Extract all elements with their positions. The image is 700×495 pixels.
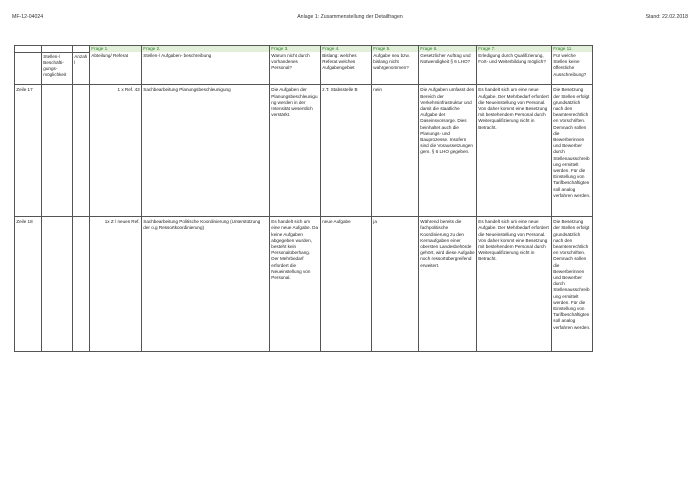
cell-beschreibung: Sachbearbeitung Planungsbeschleunigung [142,85,270,217]
row-label: Zeile 17 [15,85,42,217]
question-number-row [15,46,593,53]
cell-beschreibung: Sachbearbeitung Politische Koordinierung (Unterstützung der o.g Ressortkoordinierung) [142,217,270,352]
frage-label: Frage 4. [321,46,372,53]
cell-neu: ja [372,217,419,352]
column-header: Warum nicht durch vorhandenes Personal? [270,52,321,85]
frage-cell-empty [42,46,73,53]
frage-cell-empty [15,46,42,53]
cell-bislang: neue Aufgabe [321,217,372,352]
row-label: Zeile 18 [15,217,42,352]
column-header: Bislang: welches Referat welches Aufgabengebiet [321,52,372,85]
column-header: Stellen-/ Aufgaben- beschreibung [142,52,270,85]
column-header-row [15,52,593,85]
frage-label: Frage 3. [270,46,321,53]
frage-label: Frage 11. [552,46,593,53]
cell-anzahl [73,85,90,217]
column-header: Abteilung/ Referat [90,52,142,85]
column-header: Für welche Stellen keine öffentliche Ausschreibung? [552,52,593,85]
column-header: Anzahl [73,52,90,85]
cell-anzahl [73,217,90,352]
frage-label: Frage 1. [90,46,142,53]
cell-auftrag: Während bereits die fachpolitische Koordinierung zu den Kernaufgaben einer obersten Landesbehörde gehört, wird diese Aufgabe noch ressortübergreifend erweitert. [419,217,477,352]
frage-label: Frage 7. [477,46,552,53]
cell-ausschreibung: Die Besetzung der Stellen erfolgt grundsätzlich nach den beamtenrechtlichen Vorschriften. Demnach sollen die Bewerberinnen und Bewerber durch Stellenausschreibung ermittelt werden. Für die Einstellung von Tarifbeschäftigten soll analog verfahren werden. [552,217,593,352]
document-id: MF-12-04024 [12,14,44,20]
cell-abteilung: 1x Z / neues Ref. [90,217,142,352]
cell-abteilung: 1 x Ref. 43 [90,85,142,217]
column-header: Erledigung durch Qualifizierung, Fort- und Weiterbildung möglich? [477,52,552,85]
frage-label: Frage 6. [419,46,477,53]
table-row [15,85,593,217]
frage-label: Frage 2. [142,46,270,53]
document-title: Anlage 1: Zusammenstellung der Detailfragen [297,14,403,20]
document-date: Stand: 22.02.2018 [645,14,688,20]
column-header: Aufgabe neu bzw. bislang nicht wahrgenommen? [372,52,419,85]
table-row [15,217,593,352]
frage-label: Frage 5. [372,46,419,53]
cell-warum: Die Aufgaben der Planungsbeschleunigung werden in der Intensität wesentlich verstärkt. [270,85,321,217]
cell-stelle [42,85,73,217]
detail-questions-table [14,45,593,352]
cell-warum: Es handelt sich um eine neue Aufgabe. Da keine Aufgaben abgegeben wurden, besteht kein Personalüberhang. Der Mehrbedarf erfordert die Neueinstellung von Personal. [270,217,321,352]
cell-auftrag: Die Aufgaben umfasst den Bereich der Verkehrsinfrastruktur und damit die staatliche Aufgabe der Daseinsvorsorge. Dies beinhaltet auch die Planungs- und Bauprozesse. Insofern sind die Voraussetzungen gem. § 6 LHO gegeben. [419,85,477,217]
column-header: Gesetzlicher Auftrag und Notwendigkeit § 6 LHO? [419,52,477,85]
cell-bislang: z.T. Stabsstelle B [321,85,372,217]
column-header [15,52,42,85]
cell-ausschreibung: Die Besetzung der Stellen erfolgt grundsätzlich nach den beamtenrechtlichen Vorschriften. Demnach sollen die Bewerberinnen und Bewerber durch Stellenausschreibung ermittelt werden. Für die Einstellung von Tarifbeschäftigten soll analog verfahren werden. [552,85,593,217]
cell-stelle [42,217,73,352]
frage-cell-empty [73,46,90,53]
cell-qualifizierung: Es handelt sich um eine neue Aufgabe. Der Mehrbedarf erfordert die Neueinstellung von Personal. Von daher kommt eine Besetzung mit bestehendem Personal durch Weiterqualifizierung nicht in Betracht. [477,85,552,217]
cell-qualifizierung: Es handelt sich um eine neue Aufgabe. Der Mehrbedarf erfordert die Neueinstellung von Personal. Von daher kommt eine Besetzung mit bestehendem Personal durch Weiterqualifizierung nicht in Betracht. [477,217,552,352]
column-header: Stellen-/ Beschäfti- gungs- möglichkeit [42,52,73,85]
cell-neu: nein [372,85,419,217]
